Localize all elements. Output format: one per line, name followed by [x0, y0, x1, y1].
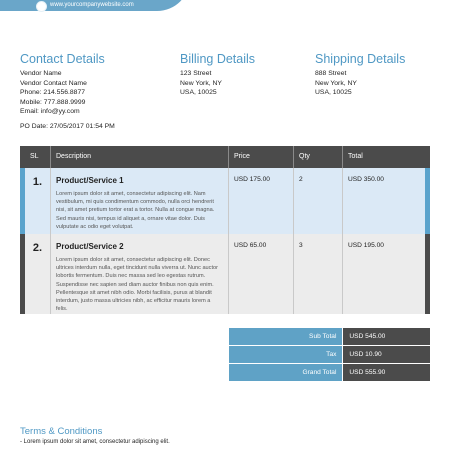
- vendor-phone: Phone: 214.556.8877: [20, 89, 86, 97]
- shipping-details: [315, 52, 405, 98]
- billing-city: New York, NY: [180, 79, 222, 87]
- contact-details: [20, 52, 105, 117]
- row-total: USD 195.00: [342, 234, 425, 314]
- header-description: Description: [50, 146, 228, 168]
- table-row: [25, 234, 425, 314]
- billing-details-title: Billing Details: [180, 52, 256, 66]
- grand-total-label: Grand Total: [229, 364, 342, 381]
- top-banner: [0, 0, 190, 11]
- vendor-email[interactable]: Email: info@yy.com: [20, 108, 80, 116]
- totals-block: [229, 328, 430, 381]
- grand-total-row: [229, 363, 430, 381]
- billing-zip: USA, 10025: [180, 89, 217, 97]
- row-sl: 1.: [32, 176, 43, 188]
- row-price: USD 175.00: [228, 168, 293, 234]
- sub-total-label: Sub Total: [229, 328, 342, 345]
- vendor-contact-name: Vendor Contact Name: [20, 79, 87, 87]
- shipping-city: New York, NY: [315, 79, 357, 87]
- header-price: Price: [228, 146, 293, 168]
- terms-title: Terms & Conditions: [20, 426, 103, 437]
- shipping-street: 888 Street: [315, 70, 347, 77]
- row-description: [50, 234, 228, 314]
- billing-street: 123 Street: [180, 70, 212, 77]
- globe-icon: [36, 1, 47, 12]
- tax-row: [229, 345, 430, 363]
- billing-details: [180, 52, 255, 98]
- terms-line: - Lorem ipsum dolor sit amet, consectetur adipiscing elit.: [20, 439, 170, 445]
- vendor-name: Vendor Name: [20, 70, 62, 77]
- row-price: USD 65.00: [228, 234, 293, 314]
- shipping-zip: USA, 10025: [315, 89, 352, 97]
- row-description: [50, 168, 228, 234]
- item-description: Lorem ipsum dolor sit amet, consectetur adipiscing elit. Donec ultrices interdum nulla, eget tincidunt nulla viverra ut. Nunc auctor lobortis fermentum. Duis nec massa sed leo egestas rutrum. Suspendisse nec sapien sed diam auctor finibus non quis enim. Pellentesque sit amet nibh odio. Morbi facilisis, purus at blandit interdum, justo massa ultricies nibh, ac efficitur mauris lorem a felis.: [56, 257, 218, 313]
- shipping-details-title: Shipping Details: [315, 52, 406, 66]
- grand-total-value: USD 555.90: [343, 364, 430, 381]
- company-website[interactable]: www.yourcompanywebsite.com: [50, 2, 134, 8]
- contact-details-title: Contact Details: [20, 52, 105, 66]
- row-qty: 2: [293, 168, 342, 234]
- terms-section: [20, 426, 170, 445]
- sub-total-row: [229, 328, 430, 345]
- item-name: Product/Service 2: [56, 242, 124, 251]
- tax-value: USD 10.90: [343, 346, 430, 363]
- row-sl: 2.: [32, 242, 43, 254]
- header-total: Total: [342, 146, 425, 168]
- header-qty: Qty: [293, 146, 342, 168]
- vendor-mobile: Mobile: 777.888.9999: [20, 98, 86, 106]
- po-date: PO Date: 27/05/2017 01:54 PM: [20, 123, 115, 130]
- item-name: Product/Service 1: [56, 176, 124, 185]
- table-row: [20, 168, 430, 234]
- row-total: USD 350.00: [342, 168, 425, 234]
- item-description: Lorem ipsum dolor sit amet, consectetur adipiscing elit. Nam vestibulum, mi quis condimentum commodo, nulla orci hendrerit nisi, sit amet pretium tortor erat a tortor. Nulla at congue magna. Sed mauris nisi, tempus id aliquet a, ornare vitae dolor. Duis vulputate ac odio eget volutpat.: [56, 191, 215, 230]
- tax-label: Tax: [229, 346, 342, 363]
- header-sl: SL: [30, 153, 39, 160]
- sub-total-value: USD 545.00: [343, 328, 430, 345]
- row-qty: 3: [293, 234, 342, 314]
- table-header: [25, 146, 425, 168]
- items-table: [20, 146, 430, 314]
